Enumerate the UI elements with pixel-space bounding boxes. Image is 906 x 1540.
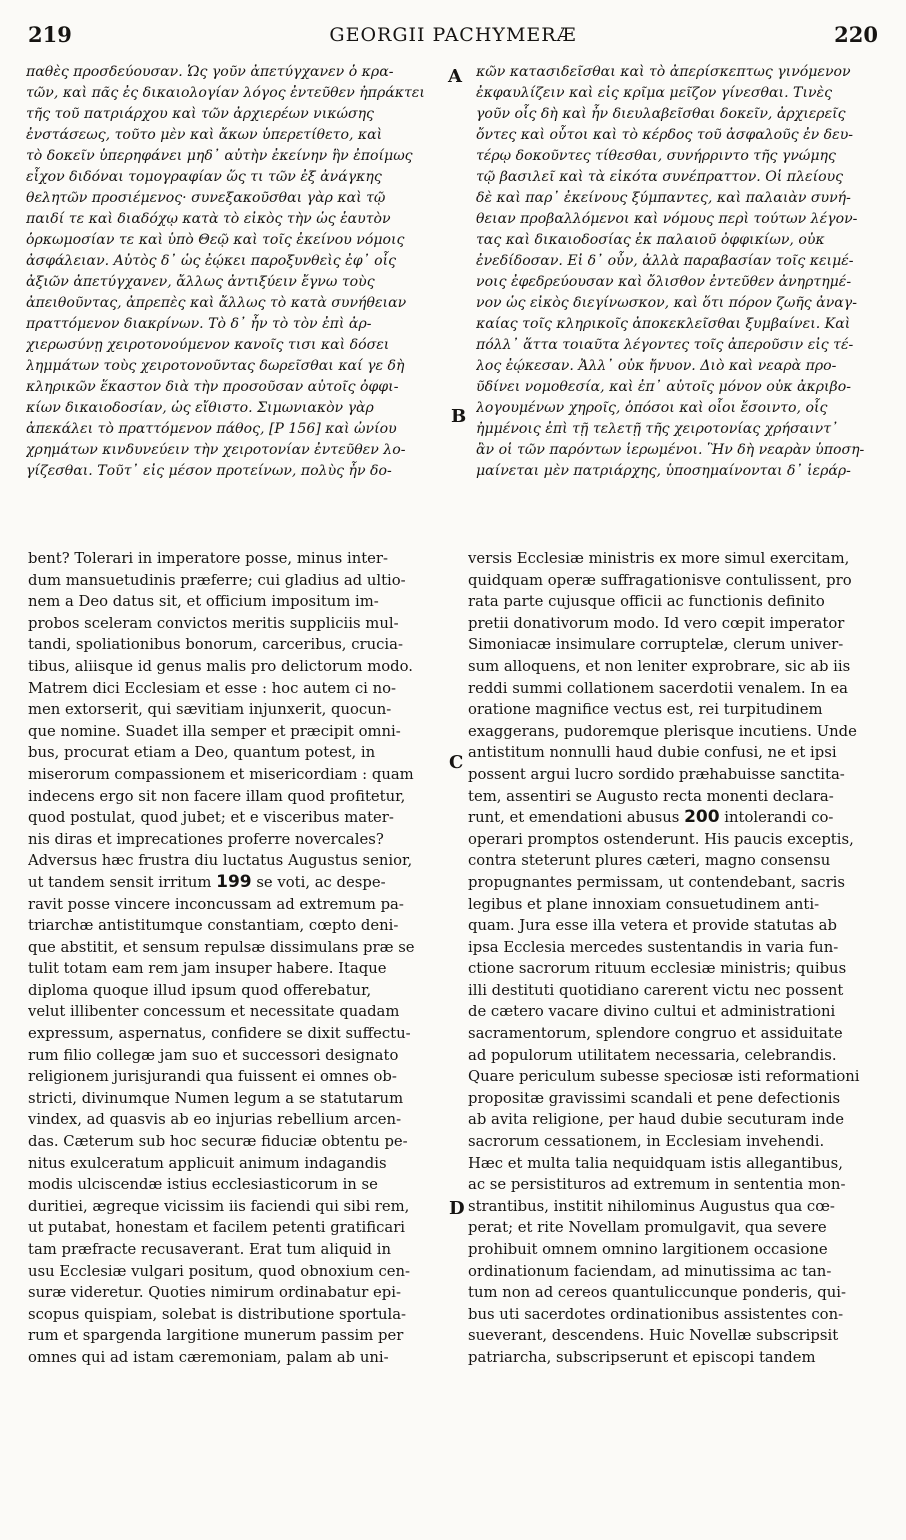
latin-left-line: nem a Deo datus sit, et officium impositum im- [28, 593, 379, 611]
greek-right-line: καίας τοῖς κληρικοῖς ἀποκεκλεῖσθαι ξυμβαίνει. Καὶ [476, 316, 851, 332]
greek-left-line: λημμάτων τοὺς χειροτονοῦντας δωρεῖσθαι καί γε δὴ [26, 358, 405, 374]
latin-left-line: ut tandem sensit irritum 199 se voti, ac despe- [28, 871, 386, 892]
latin-right-line: de cætero vacare divino cultui et administrationi [468, 1003, 836, 1021]
latin-right-line: ad populorum utilitatem necessaria, celebrandis. [468, 1046, 837, 1064]
latin-left-line: duritiei, ægreque vicissim iis faciendi qui sibi rem, [28, 1197, 410, 1215]
greek-left-line: κίων δικαιοδοσίαν, ὡς εἴθιστο. Σιμωνιακὸν γὰρ [26, 400, 374, 416]
greek-left-line: ἐνστάσεως, τοῦτο μὲν καὶ ἄκων ὑπερετίθετο, καὶ [26, 127, 383, 143]
latin-right-line: ac se persistituros ad extremum in sententia mon- [468, 1176, 846, 1194]
greek-left-line: θελητῶν προσιέμενος· συνεξακοῦσθαι γὰρ καὶ τῷ [26, 190, 386, 206]
latin-right-line: tem, assentiri se Augusto recta monenti declara- [468, 787, 834, 805]
latin-right-line: propugnantes permissam, ut contendebant, sacris [468, 873, 845, 891]
greek-left-line: πραττόμενον διακρίνων. Τὸ δ᾽ ἦν τὸ τὸν ἐπὶ ἀρ- [26, 316, 372, 332]
latin-right-line: quam. Jura esse illa vetera et provide statutas ab [468, 917, 837, 935]
latin-left-line: Adversus hæc frustra diu luctatus Augustus senior, [28, 852, 413, 870]
latin-left-line: tibus, aliisque id genus malis pro delictorum modo. [28, 657, 413, 675]
latin-right-line: sacramentorum, splendore congruo et assiduitate [468, 1025, 843, 1043]
greek-right-line: νοις ἐφεδρεύουσαν καὶ ὄλισθον ἐντεῦθεν ἀνηρτημέ- [476, 274, 852, 290]
greek-left-line: ἀπειθοῦντας, ἀπρεπὲς καὶ ἄλλως τὸ κατὰ συνήθειαν [26, 295, 407, 311]
section-marker-a: A [448, 66, 462, 87]
latin-right-line: patriarcha, subscripserunt et episcopi tandem [468, 1348, 816, 1366]
latin-right-line: tum non ad cereos quantuliccunque ponderis, qui- [468, 1284, 847, 1302]
latin-right-line: bus uti sacerdotes ordinationibus assistentes con- [468, 1305, 844, 1323]
latin-left-line: stricti, divinumque Numen legum a se statutarum [28, 1089, 404, 1107]
latin-left-line: que abstitit, et sensum repulsæ dissimulans præ se [28, 938, 415, 956]
latin-left-line: bent? Tolerari in imperatore posse, minus inter- [28, 550, 388, 567]
latin-right-line: Hæc et multa talia nequidquam istis allegantibus, [468, 1154, 843, 1172]
latin-text-right-column [468, 548, 878, 1528]
greek-left-line: ὁρκωμοσίαν τε καὶ ὑπὸ Θεῷ καὶ τοῖς ἐκείνου νόμοις [26, 232, 405, 248]
latin-left-line: suræ videretur. Quoties nimirum ordinabatur epi- [28, 1284, 401, 1302]
page-number-right: 220 [834, 22, 878, 47]
greek-right-line: ἠμμένοις ἐπὶ τῇ τελετῇ τῆς χειροτονίας χρήσαιντ᾽ [476, 421, 839, 437]
latin-left-line: ut putabat, honestam et facilem petenti gratificari [28, 1219, 406, 1237]
greek-text-right-column [476, 62, 880, 532]
latin-right-line: operari promptos ostenderunt. His paucis exceptis, [468, 830, 854, 848]
greek-right-line: γοῦν οἷς δὴ καὶ ἦν διευλαβεῖσθαι δοκεῖν, ἀρχιερεῖς [476, 106, 846, 122]
latin-left-line: diploma quoque illud ipsum quod offerebatur, [28, 981, 372, 999]
latin-right-line: prohibuit omnem omnino largitionem occasione [468, 1241, 828, 1258]
greek-right-line: νον ὡς εἰκὸς διεγίνωσκον, καὶ ὅτι πόρον ζωῆς ἀναγ- [476, 295, 857, 311]
greek-right-line: θειαν προβαλλόμενοι καὶ νόμους περὶ τούτων λέγον- [476, 211, 858, 227]
latin-left-line: rum filio collegæ jam suo et successori designato [28, 1046, 399, 1064]
greek-right-line: ἐκφαυλίζειν καὶ εἰς κρῖμα μεῖζον γίνεσθαι. Τινὲς [476, 85, 832, 101]
latin-right-line: illi destituti quotidiano carerent victu nec possent [468, 981, 844, 999]
greek-left-line: ἀξιῶν ἀπετύγχανεν, ἄλλως ἀντιξύειν ἔγνω τοὺς [26, 274, 375, 290]
greek-left-line: παιδί τε καὶ διαδόχῳ κατὰ τὸ εἰκὸς τὴν ὡς ἑαυτὸν [26, 211, 391, 227]
latin-right-line: ctione sacrorum rituum ecclesiæ ministris; quibus [468, 960, 847, 978]
section-marker-c: C [449, 752, 464, 773]
greek-left-line: παθὲς προσδεύουσαν. Ὡς γοῦν ἀπετύγχανεν ὁ κρα- [26, 64, 394, 80]
latin-right-line: contra steterunt plures cæteri, magno consensu [468, 852, 831, 870]
greek-left-line: ἀσφάλειαν. Αὐτὸς δ᾽ ὡς ἐῴκει παροξυνθεὶς ἐφ᾽ οἷς [26, 253, 396, 269]
latin-left-line: rum et spargenda largitione munerum passim per [28, 1327, 404, 1345]
latin-right-line: pretii donativorum modo. Id vero cœpit imperator [468, 614, 845, 632]
greek-right-line: λογουμένων χηροῖς, ὁπόσοι καὶ οἷοι ἔσοιντο, οἷς [476, 400, 828, 416]
latin-right-line: rata parte cujusque officii ac functionis definito [468, 593, 825, 611]
latin-left-line: expressum, aspernatus, confidere se dixit suffectu- [28, 1025, 411, 1043]
latin-left-line: velut illibenter concessum et necessitate quadam [28, 1003, 400, 1021]
greek-right-line: λος ἐῴκεσαν. Ἀλλ᾽ οὐκ ἤνυον. Διὸ καὶ νεαρὰ προ- [476, 358, 837, 374]
latin-left-line: miserorum compassionem et misericordiam : quam [28, 765, 414, 783]
greek-left-line: κληρικῶν ἕκαστον διὰ τὴν προσοῦσαν αὐτοῖς ὀφφι- [26, 379, 399, 395]
running-title: GEORGII PACHYMERÆ [329, 24, 577, 46]
greek-right-line: ὄντες καὶ οὗτοι καὶ τὸ κέρδος τοῦ ἀσφαλοῦς ἐν δευ- [476, 127, 854, 143]
greek-right-line: ἂν οἱ τῶν παρόντων ἱερωμένοι. Ἣν δὴ νεαρὰν ὑποση- [476, 442, 865, 458]
latin-right-line: reddi summi collationem sacerdotii venalem. In ea [468, 679, 849, 697]
latin-right-line: exaggerans, pudoremque plerisque incutiens. Unde [468, 722, 857, 740]
latin-left-line: nis diras et imprecationes proferre novercales? [28, 830, 384, 848]
greek-text-left-column [26, 62, 440, 532]
latin-left-line: bus, procurat etiam a Deo, quantum potest, in [28, 744, 376, 762]
latin-left-line: quod postulat, quod jubet; et e visceribus mater- [28, 809, 394, 827]
greek-left-line: ἀπεκάλει τὸ πραττόμενον πάθος, [P 156] καὶ ὠνίου [26, 421, 397, 437]
latin-left-line: tam præfracte recusaverant. Erat tum aliquid in [28, 1241, 391, 1258]
greek-left-line: χιερωσύνῃ χειροτονούμενον κανοῖς τισι καὶ δόσει [26, 337, 390, 353]
latin-text-left-column [28, 548, 444, 1528]
latin-left-line: triarchæ antistitumque constantiam, cœpto deni- [28, 917, 399, 935]
greek-left-line: τῆς τοῦ πατριάρχου καὶ τῶν ἀρχιερέων νικώσης [26, 106, 374, 122]
greek-right-line: ῦδίνει νομοθεσία, καὶ ἐπ᾽ αὐτοῖς μόνον οὐκ ἀκριβο- [476, 379, 851, 395]
greek-right-line: τῷ βασιλεῖ καὶ τὰ εἰκότα συνέπραττον. Οἱ πλείους [476, 169, 844, 185]
greek-left-line: χρημάτων κινδυνεύειν τὴν χειροτονίαν ἐντεῦθεν λο- [26, 442, 406, 458]
latin-left-line: usu Ecclesiæ vulgari positum, quod obnoxium cen- [28, 1262, 411, 1280]
greek-right-line: ἐνεδίδοσαν. Εἰ δ᾽ οὖν, ἀλλὰ παραβασίαν τοῖς κειμέ- [476, 253, 854, 269]
latin-right-line: sueverant, descendens. Huic Novellæ subscripsit [468, 1327, 839, 1345]
latin-left-line: scopus quispiam, solebat is distributione sportula- [28, 1305, 407, 1323]
latin-left-line: Matrem dici Ecclesiam et esse : hoc autem ci no- [28, 679, 397, 697]
latin-right-line: ipsa Ecclesia mercedes sustentandis in varia fun- [468, 938, 839, 956]
latin-left-line: probos sceleram convictos meritis suppliciis mul- [28, 614, 399, 632]
greek-right-line: μαίνεται μὲν πατριάρχης, ὑποσημαίνονται δ᾽ ἱεράρ- [476, 463, 851, 479]
page-header [28, 22, 878, 54]
latin-right-line: Simoniacæ insimulare corruptelæ, clerum univer- [468, 636, 844, 654]
latin-left-line: religionem jurisjurandi qua fuissent ei omnes ob- [28, 1068, 397, 1086]
greek-left-line: γίζεσθαι. Τοῦτ᾽ εἰς μέσον προτείνων, πολὺς ἦν δο- [26, 463, 392, 479]
latin-right-line: strantibus, institit nihilominus Augustus qua cœ- [468, 1197, 835, 1215]
latin-right-line: possent argui lucro sordido præhabuisse sanctita- [468, 765, 845, 783]
greek-right-line: τας καὶ δικαιοδοσίας ἐκ παλαιοῦ ὀφφικίων, οὐκ [476, 232, 825, 248]
latin-left-line: das. Cæterum sub hoc securæ fiduciæ obtentu pe- [28, 1133, 408, 1151]
latin-left-line: ravit posse vincere inconcussam ad extremum pa- [28, 895, 404, 913]
latin-left-line: omnes qui ad istam cæremoniam, palam ab uni- [28, 1348, 389, 1366]
latin-left-line: indecens ergo sit non facere illam quod profitetur, [28, 787, 406, 805]
greek-right-line: δὲ καὶ παρ᾽ ἐκείνους ξύμπαντες, καὶ παλαιὰν συνή- [476, 190, 851, 206]
latin-right-line: quidquam operæ suffragationisve contulissent, pro [468, 571, 852, 589]
greek-left-line: τῶν, καὶ πᾶς ἐς δικαιολογίαν λόγος ἐντεῦθεν ἠπράκτει [26, 85, 425, 101]
latin-right-line: runt, et emendationi abusus 200 intolerandi co- [468, 807, 834, 828]
greek-right-line: τέρῳ δοκοῦντες τίθεσθαι, συνήρριντο τῆς γνώμης [476, 148, 836, 164]
latin-right-line: perat; et rite Novellam promulgavit, qua severe [468, 1219, 827, 1237]
latin-right-line: ab avita religione, per haud dubie secuturam inde [468, 1111, 844, 1129]
latin-right-line: sacrorum cessationem, in Ecclesiam invehendi. [468, 1133, 825, 1151]
latin-right-line: legibus et plane innoxiam consuetudinem anti- [468, 895, 820, 913]
latin-left-line: men extorserit, qui sævitiam injunxerit, quocun- [28, 701, 392, 719]
greek-right-line: πόλλ᾽ ἅττα τοιαῦτα λέγοντες τοῖς ἀπεροῦσιν εἰς τέ- [476, 337, 854, 353]
latin-right-line: antistitum nonnulli haud dubie confusi, ne et ipsi [468, 744, 837, 762]
greek-left-line: εἶχον διδόναι τομογραφίαν ὥς τι τῶν ἐξ ἀνάγκης [26, 169, 382, 185]
latin-left-line: vindex, ad quasvis ab eo injurias rebellium arcen- [28, 1111, 402, 1129]
edition-page-number: 200 [684, 807, 720, 828]
section-marker-b: B [451, 406, 467, 427]
latin-left-line: tandi, spoliationibus bonorum, carceribus, crucia- [28, 636, 403, 654]
latin-left-line: tulit totam eam rem jam insuper habere. Itaque [28, 960, 387, 978]
greek-left-line: τὸ δοκεῖν ὑπερηφάνει μηδ᾽ αὐτὴν ἐκείνην ἣν ἐποίμως [26, 148, 413, 164]
section-marker-d: D [449, 1198, 465, 1219]
latin-right-line: sum alloquens, et non leniter exprobrare, sic ab iis [468, 657, 851, 675]
greek-right-line: κῶν κατασιδεῖσθαι καὶ τὸ ἀπερίσκεπτως γινόμενον [476, 64, 851, 80]
latin-right-line: propositæ gravissimi scandali et pene defectionis [468, 1089, 841, 1107]
edition-page-number: 199 [216, 871, 252, 892]
latin-right-line: oratione magnifice vectus est, rei turpitudinem [468, 701, 823, 719]
latin-left-line: nitus exulceratum applicuit animum indagandis [28, 1154, 387, 1172]
latin-left-line: modis ulciscendæ istius ecclesiasticorum in se [28, 1176, 378, 1194]
latin-left-line: dum mansuetudinis præferre; cui gladius ad ultio- [28, 571, 406, 589]
latin-right-line: versis Ecclesiæ ministris ex more simul exercitam, [468, 550, 850, 567]
page-number-left: 219 [28, 22, 72, 47]
latin-left-line: que nomine. Suadet illa semper et præcipit omni- [28, 722, 401, 740]
latin-right-line: ordinationum faciendam, ad minutissima ac tan- [468, 1262, 832, 1280]
latin-right-line: Quare periculum subesse speciosæ isti reformationi [468, 1068, 860, 1086]
